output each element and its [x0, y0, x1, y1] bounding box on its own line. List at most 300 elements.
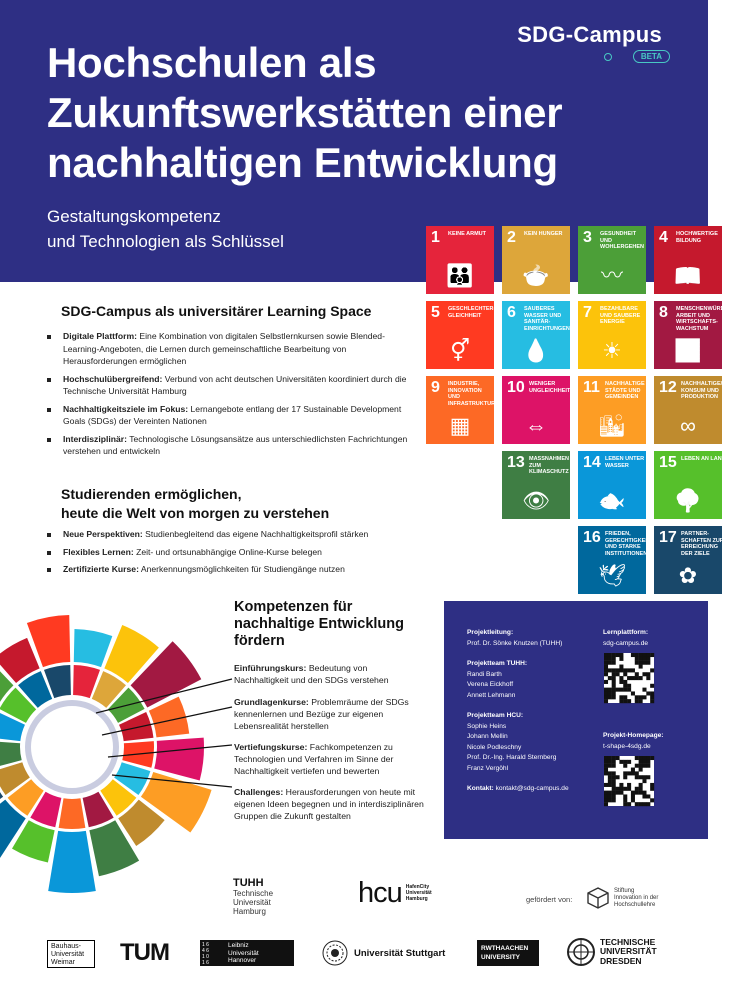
sdg-label: GESCHLECHTER-GLEICHHEIT [448, 306, 496, 319]
section-title-line: fördern [234, 633, 285, 649]
qr-module [623, 699, 627, 703]
qr-module [604, 771, 608, 775]
qr-module [639, 653, 643, 657]
item-heading: Digitale Plattform: [63, 331, 138, 341]
learning-space-item [47, 433, 417, 458]
section-title-learning-space: SDG-Campus als universitärer Learning Space [61, 303, 372, 319]
qr-module [612, 783, 616, 787]
growth-icon: 📈 [674, 338, 702, 363]
qr-module [612, 688, 616, 692]
logo-text: Universität [233, 898, 271, 907]
qr-module [623, 798, 627, 802]
item-text: Bedeutung von Nachhaltigkeit und den SDGs verstehen [234, 663, 389, 685]
qr-module [612, 756, 616, 760]
qr-module [646, 775, 650, 779]
book-icon: 📖 [674, 263, 702, 288]
qr-code-homepage[interactable] [604, 756, 654, 806]
rwth-logo [477, 940, 539, 966]
qr-module [635, 699, 639, 703]
qr-module [604, 672, 608, 676]
learning-space-item [47, 330, 417, 368]
qr-module [642, 657, 646, 661]
sdg-tile-13 [502, 451, 570, 519]
qr-module [623, 771, 627, 775]
project-lead-label: Projektleitung: [467, 629, 514, 636]
item-text: Zeit- und ortsunabhängige Online-Kurse belegen [133, 546, 322, 557]
tuhh-logo [233, 878, 273, 916]
section-title-line: Kompetenzen für [234, 599, 353, 615]
sdg-tile-12 [654, 376, 727, 444]
qr-module [616, 672, 620, 676]
qr-module [650, 783, 654, 787]
qr-module [639, 775, 643, 779]
qr-module [608, 676, 612, 680]
sdg-number: 17 [659, 529, 677, 546]
qr-module [635, 791, 639, 795]
logo-text-block [614, 888, 658, 909]
qr-module [616, 791, 620, 795]
qr-module [604, 688, 608, 692]
qr-module [650, 684, 654, 688]
qr-module [642, 695, 646, 699]
sdg-number: 7 [583, 304, 592, 321]
wheel-outer-segment [154, 738, 204, 781]
sdg-tile-17 [654, 526, 722, 594]
qr-module [612, 653, 616, 657]
item-heading: Interdisziplinär: [63, 433, 127, 444]
item-heading: Zertifizierte Kurse: [63, 564, 139, 574]
logo-text: Hannover [228, 957, 257, 964]
sdg-number: 14 [583, 454, 601, 471]
sdg-label: FRIEDEN, GERECHTIGKEIT UND STARKE INSTITUTIONEN [605, 531, 651, 557]
qr-module [608, 783, 612, 787]
sdg-number: 4 [659, 229, 668, 246]
qr-module [639, 760, 643, 764]
qr-module [619, 760, 623, 764]
bowl-icon: 🍲 [522, 263, 550, 288]
qr-module [619, 695, 623, 699]
page-subtitle [47, 204, 284, 254]
qr-module [646, 794, 650, 798]
beta-badge: BETA [633, 50, 670, 63]
qr-module [612, 661, 616, 665]
logo-text: hcu [358, 877, 402, 909]
qr-module [635, 676, 639, 680]
equality-icon: ⇔ [525, 413, 547, 438]
qr-module [627, 783, 631, 787]
logo-text: Bauhaus- [51, 943, 81, 950]
qr-module [623, 764, 627, 768]
learning-space-list [47, 330, 417, 463]
qr-module [608, 653, 612, 657]
sdg-tile-16 [578, 526, 651, 594]
sun-icon: ☀ [602, 338, 622, 363]
qr-module [604, 760, 608, 764]
qr-module [604, 665, 608, 669]
students-list [47, 528, 417, 581]
item-heading: Nachhaltigkeitsziele im Fokus: [63, 403, 189, 414]
qr-code-platform[interactable] [604, 653, 654, 703]
sdg-label: HOCHWERTIGE BILDUNG [676, 231, 718, 244]
eye-icon: 👁 [522, 488, 550, 513]
sdg-label: INDUSTRIE, INNOVATION UND INFRASTRUKTUR [448, 381, 496, 407]
qr-module [642, 791, 646, 795]
qr-module [623, 680, 627, 684]
sdg-tile-11 [578, 376, 646, 444]
qr-module [604, 791, 608, 795]
sdg-label: PARTNER-SCHAFTEN ZUR ERREICHUNG DER ZIELE [681, 531, 724, 557]
sdg-label: KEIN HUNGER [524, 231, 563, 237]
qr-module [623, 672, 627, 676]
qr-module [604, 802, 608, 806]
qr-module [608, 661, 612, 665]
item-text: Problemräume der SDGs kennenlernen und Bezüge zur eigenen Lebensrealität herstellen [234, 697, 409, 731]
qr-module [619, 680, 623, 684]
qr-module [646, 676, 650, 680]
qr-module [612, 657, 616, 661]
qr-module [639, 665, 643, 669]
bauhaus-logo [47, 940, 95, 968]
qr-module [619, 783, 623, 787]
fish-icon: 🐟 [598, 488, 626, 513]
sdg-label: WENIGER UNGLEICHHEITEN [529, 381, 578, 394]
team-member: Verena Eickhoff [467, 681, 514, 688]
qr-module [627, 787, 631, 791]
qr-module [646, 653, 650, 657]
qr-module [608, 791, 612, 795]
qr-module [608, 695, 612, 699]
qr-module [612, 798, 616, 802]
sdg-tile-9 [426, 376, 494, 444]
qr-module [650, 787, 654, 791]
sdg-tile-10 [502, 376, 578, 444]
qr-module [612, 691, 616, 695]
qr-module [608, 668, 612, 672]
qr-module [612, 760, 616, 764]
qr-module [639, 787, 643, 791]
logo-text: Technische [233, 889, 274, 898]
sdg-tile-15 [654, 451, 726, 519]
qr-module [604, 653, 608, 657]
logo-text: Weimar [51, 959, 75, 966]
qr-module [608, 798, 612, 802]
sdg-number: 3 [583, 229, 592, 246]
qr-module [639, 699, 643, 703]
qr-module [608, 691, 612, 695]
qr-module [635, 653, 639, 657]
qr-module [646, 661, 650, 665]
hcu-team-label: Projektteam HCU: [467, 712, 524, 719]
qr-module [642, 672, 646, 676]
logo-text: RWTHAACHEN [481, 945, 529, 952]
sdg-label: NACHHALTIGE/R KONSUM UND PRODUKTION [681, 381, 727, 400]
homepage-column [603, 731, 703, 752]
qr-module [635, 802, 639, 806]
qr-module [650, 695, 654, 699]
qr-module [612, 684, 616, 688]
hannover-mark-icon: 1 6 4 6 1 0 1 6 [200, 940, 224, 966]
qr-module [631, 771, 635, 775]
qr-module [623, 802, 627, 806]
qr-module [631, 798, 635, 802]
homepage-link[interactable]: t-shape-4sdg.de [603, 742, 651, 750]
qr-module [608, 771, 612, 775]
qr-module [639, 756, 643, 760]
qr-module [612, 764, 616, 768]
qr-module [604, 798, 608, 802]
page-title [47, 38, 647, 188]
sdg-tile-5 [426, 301, 494, 369]
qr-module [631, 668, 635, 672]
platform-link[interactable]: sdg-campus.de [603, 639, 649, 647]
sdg-number: 8 [659, 304, 668, 321]
qr-module [646, 802, 650, 806]
qr-module [635, 775, 639, 779]
qr-module [627, 699, 631, 703]
qr-module [623, 794, 627, 798]
subtitle-line: Gestaltungskompetenz [47, 207, 221, 226]
qr-module [619, 657, 623, 661]
qr-module [650, 691, 654, 695]
sdg-number: 6 [507, 304, 516, 321]
project-info-box [444, 601, 708, 839]
qr-module [627, 668, 631, 672]
qr-module [639, 764, 643, 768]
logo-text-block [224, 940, 294, 966]
item-text: Fachkompetenzen zu Technologien und Verfahren im Sinne der Nachhaltigkeit vertiefen und bewerten [234, 742, 394, 776]
dresden-logo [566, 937, 657, 967]
sdg-tile-6 [502, 301, 570, 369]
logo-text: Stiftung [614, 887, 635, 894]
qr-module [627, 771, 631, 775]
team-member: Annett Lehmann [467, 691, 516, 699]
heartbeat-icon: 〰 [600, 263, 623, 288]
title-line: Zukunftswerkstätten einer [47, 89, 563, 136]
logo-text: Hamburg [405, 896, 428, 902]
sdg-tile-4 [654, 226, 722, 294]
infinity-icon: ∞ [680, 413, 696, 438]
competence-item [234, 696, 424, 732]
qr-module [635, 672, 639, 676]
qr-module [612, 787, 616, 791]
logo-text: DRESDEN [600, 955, 642, 966]
qr-module [631, 768, 635, 772]
qr-module [619, 699, 623, 703]
qr-module [604, 680, 608, 684]
qr-module [619, 653, 623, 657]
sdg-number: 2 [507, 229, 516, 246]
qr-module [631, 676, 635, 680]
qr-module [642, 802, 646, 806]
tum-logo: TUM [120, 939, 169, 966]
logo-text: Innovation in der [614, 894, 659, 901]
hannover-logo [200, 940, 294, 966]
sdg-label: MASSNAHMEN ZUM KLIMASCHUTZ [529, 456, 570, 475]
qr-module [604, 783, 608, 787]
qr-module [604, 668, 608, 672]
sdg-number: 12 [659, 379, 677, 396]
qr-module [608, 764, 612, 768]
tree-icon: 🌳 [674, 488, 702, 513]
sdg-tile-1 [426, 226, 494, 294]
project-team-column [467, 628, 597, 795]
qr-module [646, 672, 650, 676]
students-item [47, 546, 417, 559]
team-member: Franz Vergöhl [467, 764, 509, 772]
qr-module [616, 787, 620, 791]
competence-item [234, 741, 424, 777]
qr-module [604, 768, 608, 772]
item-text: Eine Kombination von digitalen Selbstlernkursen sowie Blended-Learning-Angeboten, die Lernen durch gemeinschaftliche Bearbeitung von Herausforderungen ermöglichen [63, 331, 385, 366]
project-lead: Prof. Dr. Sönke Knutzen (TUHH) [467, 639, 563, 647]
qr-module [627, 802, 631, 806]
stuttgart-emblem-icon [322, 940, 348, 966]
title-line: nachhaltigen Entwicklung [47, 139, 558, 186]
item-text: Verbund von acht deutschen Universitäten koordiniert durch die Technische Universität Hamburg [63, 373, 407, 396]
qr-module [646, 760, 650, 764]
dresden-emblem-icon [566, 937, 596, 967]
homepage-label: Projekt-Homepage: [603, 732, 664, 739]
item-text: Anerkennungsmöglichkeiten für Studiengänge nutzen [138, 564, 345, 574]
qr-module [635, 695, 639, 699]
qr-module [650, 756, 654, 760]
sdg-label: KEINE ARMUT [448, 231, 486, 237]
qr-module [604, 695, 608, 699]
qr-module [635, 661, 639, 665]
section-title-competences [234, 599, 424, 650]
sdg-number: 1 [431, 229, 440, 246]
qr-module [612, 779, 616, 783]
stiftung-logo [586, 886, 658, 910]
qr-module [642, 756, 646, 760]
item-text: Herausforderungen von heute mit eigenen Ideen begegnen und in interdisziplinären Gruppen die Zukunft gestalten [234, 787, 424, 821]
contact-line [467, 784, 597, 795]
sdg-number: 9 [431, 379, 440, 396]
qr-module [619, 791, 623, 795]
qr-module [635, 771, 639, 775]
qr-module [619, 787, 623, 791]
qr-module [631, 794, 635, 798]
qr-module [639, 657, 643, 661]
logo-text: Hochschullehre [614, 901, 656, 908]
dove-icon: 🕊 [598, 563, 626, 588]
sdg-label: BEZAHLBARE UND SAUBERE ENERGIE [600, 306, 641, 325]
brand-name: SDG-Campus [517, 22, 662, 47]
section-title-students [61, 485, 329, 523]
team-member: Sophie Heins [467, 722, 507, 730]
logo-text: UNIVERSITÄT [600, 946, 657, 957]
qr-module [642, 794, 646, 798]
qr-module [646, 764, 650, 768]
sdg-tile-14 [578, 451, 646, 519]
qr-module [604, 657, 608, 661]
logo-text: TUHH [233, 877, 264, 889]
item-heading: Vertiefungskurse: [234, 742, 308, 752]
qr-module [612, 775, 616, 779]
item-text: Studienbegleitend das eigene Nachhaltigkeitsprofil stärken [142, 529, 369, 539]
logo-text: Universität [228, 949, 259, 957]
sdg-tile-8 [654, 301, 734, 369]
item-heading: Flexibles Lernen: [63, 546, 134, 557]
section-title-line: heute die Welt von morgen zu verstehen [61, 505, 330, 521]
competence-item [234, 786, 424, 822]
qr-module [616, 653, 620, 657]
qr-module [623, 760, 627, 764]
qr-module [623, 668, 627, 672]
qr-module [608, 779, 612, 783]
qr-module [627, 676, 631, 680]
sdg-label: GESUNDHEIT UND WOHLERGEHEN [600, 231, 644, 250]
stuttgart-logo [322, 940, 445, 966]
qr-module [623, 688, 627, 692]
team-member: Randi Barth [467, 670, 502, 678]
qr-module [616, 668, 620, 672]
qr-module [608, 756, 612, 760]
qr-module [627, 684, 631, 688]
sdg-label: MENSCHENWÜRDIGE ARBEIT UND WIRTSCHAFTS-WACHSTUM [676, 306, 734, 332]
qr-module [639, 661, 643, 665]
qr-module [612, 791, 616, 795]
qr-module [608, 794, 612, 798]
platform-label: Lernplattform: [603, 629, 649, 636]
students-item [47, 563, 417, 576]
qr-module [623, 695, 627, 699]
item-text: Lernangebote entlang der 17 Sustainable Development Goals (SDGs) der Vereinten Nationen [63, 403, 402, 426]
qr-module [650, 653, 654, 657]
water-icon: 💧 [522, 338, 550, 363]
students-item [47, 528, 417, 541]
project-links-column [603, 628, 703, 649]
sdg-label: LEBEN AN LAND [681, 456, 726, 462]
logo-text-block [406, 884, 432, 902]
qr-module [612, 771, 616, 775]
qr-module [616, 775, 620, 779]
qr-module [604, 764, 608, 768]
gender-icon: ⚥ [450, 338, 470, 363]
city-icon: 🏙 [598, 413, 626, 438]
hcu-logo [358, 878, 432, 908]
sdg-label: SAUBERES WASSER UND SANITÄR-EINRICHTUNGEN [524, 306, 570, 332]
contact-email[interactable]: kontakt@sdg-campus.de [495, 785, 569, 792]
wheel-outer-segment [74, 629, 113, 667]
qr-module [639, 791, 643, 795]
qr-module [604, 699, 608, 703]
qr-module [635, 787, 639, 791]
qr-module [612, 680, 616, 684]
qr-module [635, 657, 639, 661]
qr-module [604, 756, 608, 760]
logo-text: Universität [405, 890, 432, 896]
qr-module [635, 756, 639, 760]
qr-module [619, 688, 623, 692]
logo-text: TECHNISCHE [600, 936, 656, 947]
sdg-number: 10 [507, 379, 525, 396]
wheel-inner-segment [59, 798, 86, 829]
team-member: Johann Mellin [467, 733, 508, 740]
qr-module [627, 688, 631, 692]
qr-module [650, 699, 654, 703]
contact-label: Kontakt: [467, 785, 494, 792]
qr-module [639, 695, 643, 699]
item-heading: Hochschulübergreifend: [63, 373, 163, 384]
sdg-tile-3 [578, 226, 646, 294]
sdg-label: NACHHALTIGE STÄDTE UND GEMEINDEN [605, 381, 645, 400]
qr-module [604, 691, 608, 695]
logo-text: Hamburg [233, 907, 266, 916]
sdg-number: 5 [431, 304, 440, 321]
qr-module [604, 794, 608, 798]
qr-module [608, 688, 612, 692]
